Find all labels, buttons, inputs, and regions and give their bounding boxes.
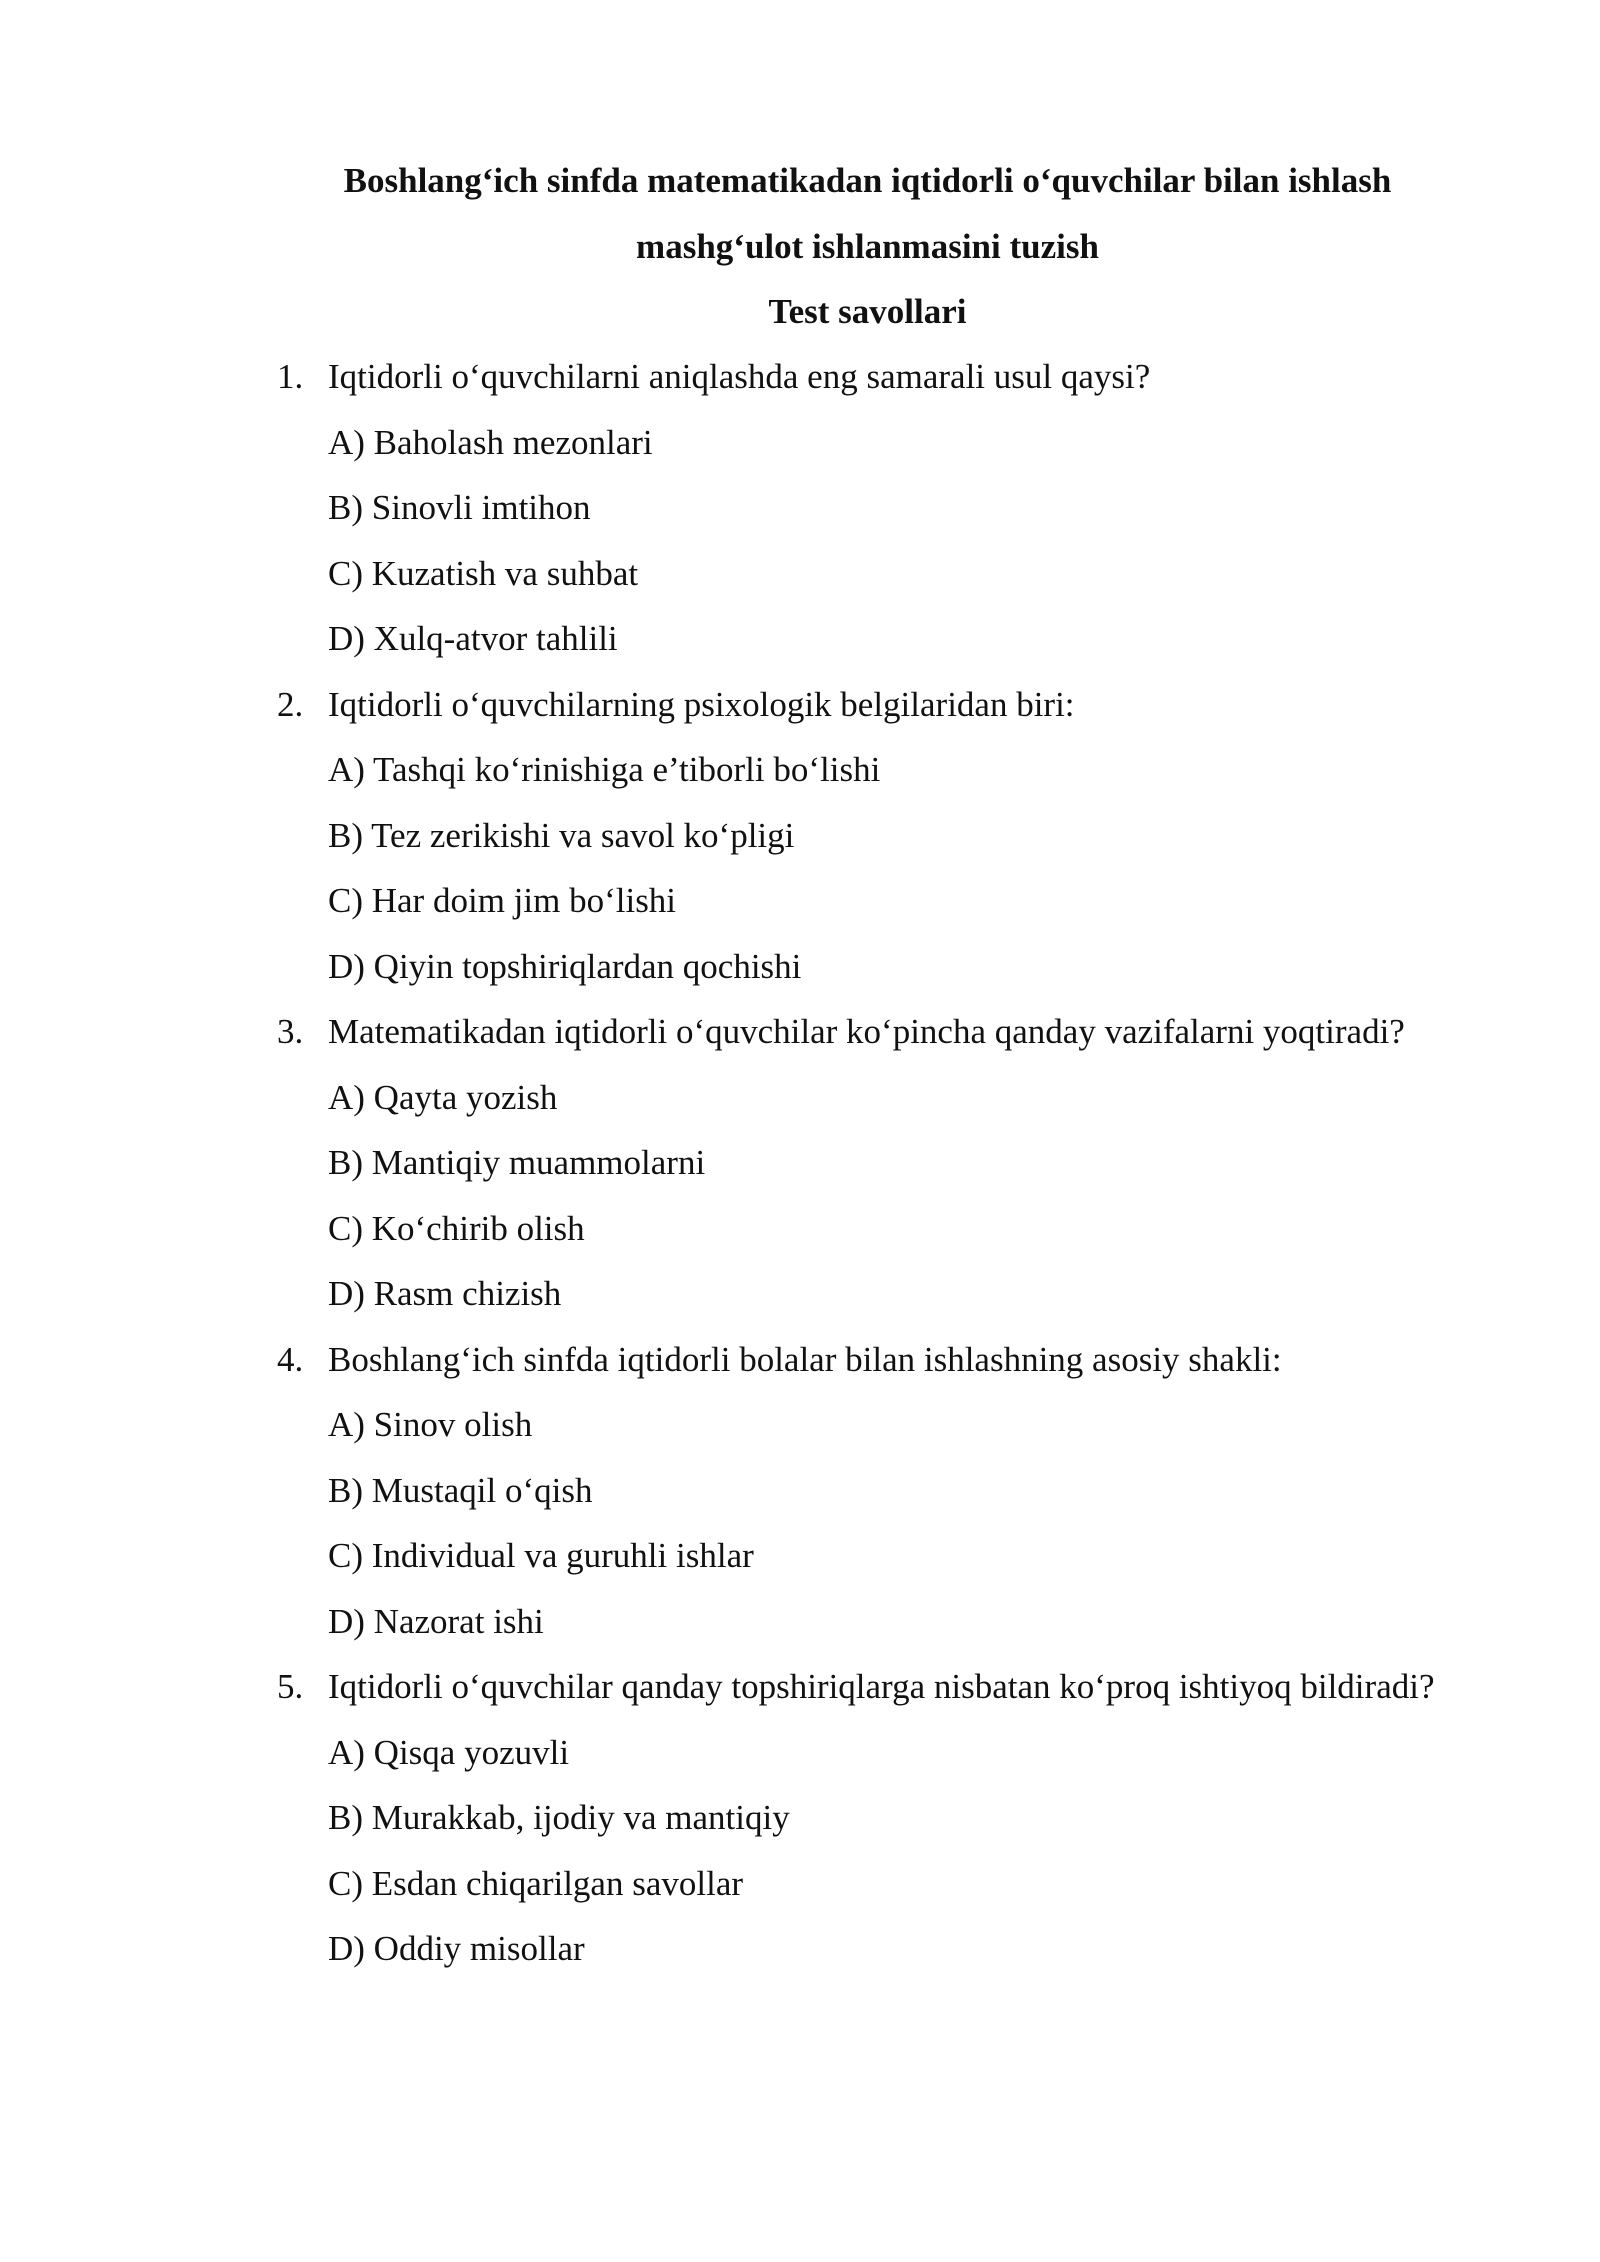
answer-option-a: A) Qisqa yozuvli bbox=[328, 1732, 570, 1772]
answer-option-c: C) Kuzatish va suhbat bbox=[328, 553, 639, 593]
answer-option-d: D) Qiyin topshiriqlardan qochishi bbox=[328, 946, 802, 986]
answer-option-c: C) Har doim jim bo‘lishi bbox=[328, 881, 677, 920]
question-text: Iqtidorli o‘quvchilar qanday topshiriqlarga nisbatan ko‘proq ishtiyoq bildiradi? bbox=[328, 1667, 1435, 1706]
answer-option-a: A) Sinov olish bbox=[328, 1405, 533, 1444]
answer-option-d: D) Rasm chizish bbox=[328, 1274, 562, 1313]
answer-option-b: B) Sinovli imtihon bbox=[328, 488, 591, 527]
answer-option-a: A) Tashqi ko‘rinishiga e’tiborli bo‘lishi bbox=[328, 750, 881, 789]
question-number: 4. bbox=[277, 1339, 304, 1379]
answer-option-d: D) Xulq-atvor tahlili bbox=[328, 619, 618, 658]
answer-option-c: C) Ko‘chirib olish bbox=[328, 1208, 585, 1248]
question-text: Matematikadan iqtidorli o‘quvchilar ko‘pincha qanday vazifalarni yoqtiradi? bbox=[328, 1012, 1405, 1051]
answer-option-b: B) Tez zerikishi va savol ko‘pligi bbox=[328, 815, 795, 855]
question-number: 1. bbox=[277, 357, 304, 396]
question-stem bbox=[275, 344, 1505, 410]
question-list bbox=[275, 344, 1505, 1982]
answer-option-d: D) Nazorat ishi bbox=[328, 1601, 544, 1641]
title-line-2: mashg‘ulot ishlanmasini tuzish bbox=[636, 226, 1099, 266]
question-3 bbox=[275, 999, 1505, 1327]
answer-option-b: B) Mustaqil o‘qish bbox=[328, 1470, 593, 1510]
question-number: 2. bbox=[277, 684, 304, 724]
question-stem bbox=[275, 999, 1505, 1065]
answer-option-c: C) Esdan chiqarilgan savollar bbox=[328, 1863, 744, 1903]
answer-option-a: A) Qayta yozish bbox=[328, 1077, 558, 1117]
answer-option-d: D) Oddiy misollar bbox=[328, 1929, 585, 1968]
question-text: Iqtidorli o‘quvchilarni aniqlashda eng samarali usul qaysi? bbox=[328, 357, 1151, 396]
answer-option-b: B) Murakkab, ijodiy va mantiqiy bbox=[328, 1798, 790, 1837]
question-stem bbox=[275, 672, 1505, 738]
question-text: Boshlang‘ich sinfda iqtidorli bolalar bilan ishlashning asosiy shakli: bbox=[328, 1339, 1282, 1379]
title-line-1: Boshlang‘ich sinfda matematikadan iqtidorli o‘quvchilar bilan ishlash bbox=[343, 161, 1392, 200]
answer-option-b: B) Mantiqiy muammolarni bbox=[328, 1143, 706, 1182]
question-number: 5. bbox=[277, 1667, 304, 1706]
answer-option-c: C) Individual va guruhli ishlar bbox=[328, 1536, 754, 1575]
subtitle: Test savollari bbox=[768, 292, 967, 331]
question-2 bbox=[275, 672, 1505, 1000]
question-4 bbox=[275, 1327, 1505, 1655]
question-text: Iqtidorli o‘quvchilarning psixologik belgilaridan biri: bbox=[328, 684, 1075, 724]
question-5 bbox=[275, 1654, 1505, 1982]
question-1 bbox=[275, 344, 1505, 672]
question-number: 3. bbox=[277, 1012, 304, 1051]
answer-option-a: A) Baholash mezonlari bbox=[328, 422, 653, 462]
question-stem bbox=[275, 1654, 1505, 1720]
question-stem bbox=[275, 1327, 1505, 1393]
document-title bbox=[275, 148, 1460, 345]
